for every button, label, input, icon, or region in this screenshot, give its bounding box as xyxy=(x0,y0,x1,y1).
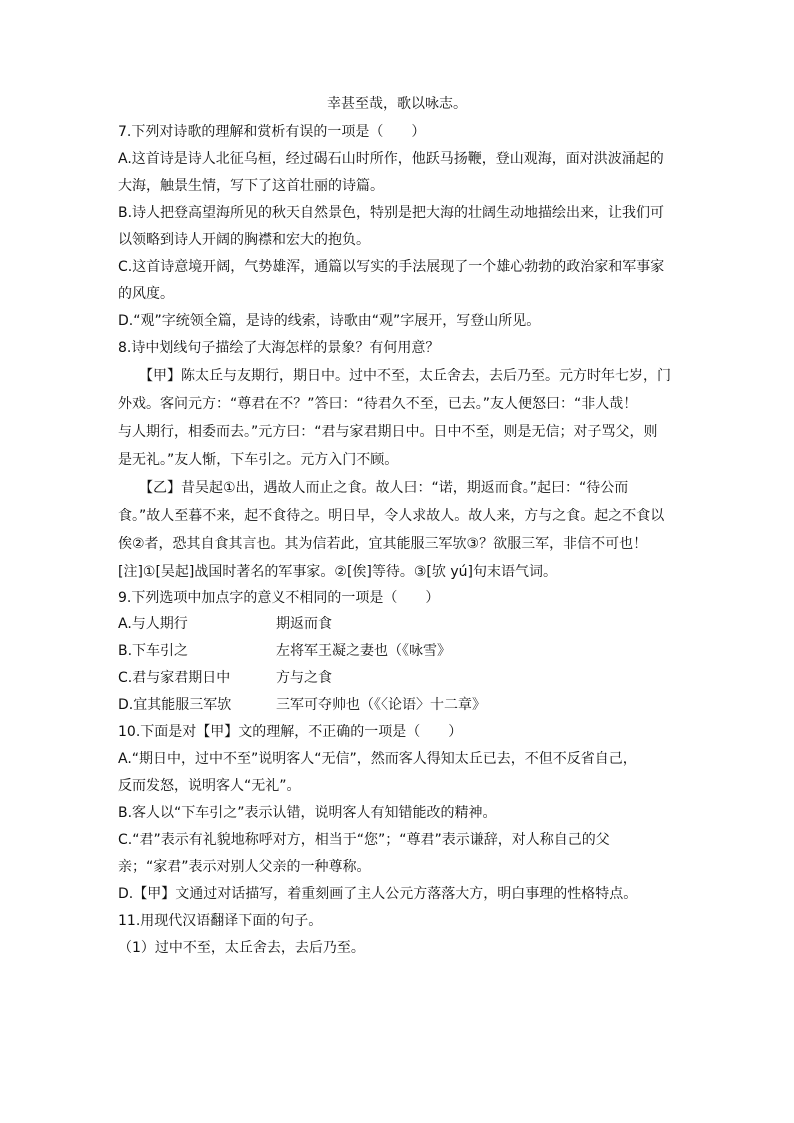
q10-option-a-line2: 反而发怒，说明客人“无礼”。 xyxy=(118,778,301,794)
question-11: 11.用现代汉语翻译下面的句子。 xyxy=(118,913,323,929)
annotation-note: [注]①[吴起]战国时著名的军事家。②[俟]等待。③[欤 yú]句末语气词。 xyxy=(118,564,557,580)
q7-option-a-line2: 大海，触景生情，写下了这首壮丽的诗篇。 xyxy=(118,178,384,194)
q9-option-d xyxy=(118,695,486,715)
option-right: 三军可夺帅也（《〈论语〉十二章》 xyxy=(276,697,486,713)
question-8: 8.诗中划线句子描绘了大海怎样的景象？有何用意？ xyxy=(118,340,440,356)
option-left: A.与人期行 xyxy=(118,616,188,632)
q7-option-b-line1: B.诗人把登高望海所见的秋天自然景色，特别是把大海的壮阔生动地描绘出来，让我们可 xyxy=(118,205,665,221)
option-right: 左将军王凝之妻也（《咏雪》 xyxy=(276,643,451,659)
q10-option-d: D.【甲】文通过对话描写，着重刻画了主人公元方落落大方，明白事理的性格特点。 xyxy=(118,886,638,902)
q7-option-c-line1: C.这首诗意境开阔，气势雄浑，通篇以写实的手法展现了一个雄心勃勃的政治家和军事家 xyxy=(118,259,665,275)
passage-jia-line4: 是无礼。”友人惭，下车引之。元方入门不顾。 xyxy=(118,452,399,468)
q10-option-a-line1: A.“期日中，过中不至”说明客人“无信”，然而客人得知太丘已去，不但不反省自己， xyxy=(118,751,637,767)
passage-jia-line1: 【甲】陈太丘与友期行，期日中。过中不至，太丘舍去，去后乃至。元方时年七岁，门 xyxy=(118,368,671,384)
q7-option-a-line1: A.这首诗是诗人北征乌桓，经过碣石山时所作，他跃马扬鞭，登山观海，面对洪波涌起的 xyxy=(118,151,664,167)
option-right: 期返而食 xyxy=(276,616,332,632)
question-7: 7.下列对诗歌的理解和赏析有误的一项是（ ） xyxy=(118,124,426,140)
poem-last-line: 幸甚至哉，歌以咏志。 xyxy=(327,96,467,112)
passage-yi-line3: 俟②者，恐其自食其言也。其为信若此，宜其能服三军欤③？欲服三军，非信不可也！ xyxy=(118,536,648,552)
question-9: 9.下列选项中加点字的意义不相同的一项是（ ） xyxy=(118,590,440,606)
passage-jia-line3: 与人期行，相委而去。”元方曰：“君与家君期日中。日中不至，则是无信；对子骂父，则 xyxy=(118,424,658,440)
question-10: 10.下面是对【甲】文的理解，不正确的一项是（ ） xyxy=(118,724,463,740)
q9-option-c xyxy=(118,668,332,688)
q10-option-c-line2: 亲；“家君”表示对别人父亲的一种尊称。 xyxy=(118,859,371,875)
option-left: B.下车引之 xyxy=(118,643,189,659)
q9-option-b xyxy=(118,641,451,661)
passage-yi-line2: 食。”故人至暮不来，起不食待之。明日早，令人求故人。故人来，方与之食。起之不食以 xyxy=(118,508,665,524)
option-left: C.君与家君期日中 xyxy=(118,670,231,686)
q7-option-c-line2: 的风度。 xyxy=(118,286,174,302)
option-left: D.宜其能服三军欤 xyxy=(118,697,232,713)
q7-option-b-line2: 以领略到诗人开阔的胸襟和宏大的抱负。 xyxy=(118,232,370,248)
q9-option-a xyxy=(118,614,332,634)
passage-yi-line1: 【乙】昔吴起①出，遇故人而止之食。故人曰：“诺，期返而食。”起曰：“待公而 xyxy=(118,480,629,496)
q11-sentence-1: （1）过中不至，太丘舍去，去后乃至。 xyxy=(118,940,365,956)
passage-jia-line2: 外戏。客问元方：“尊君在不？”答曰：“待君久不至，已去。”友人便怒曰：“非人哉！ xyxy=(118,396,638,412)
q10-option-b: B.客人以“下车引之”表示认错，说明客人有知错能改的精神。 xyxy=(118,805,497,821)
q7-option-d: D.“观”字统领全篇，是诗的线索，诗歌由“观”字展开，写登山所见。 xyxy=(118,313,541,329)
q10-option-c-line1: C.“君”表示有礼貌地称呼对方，相当于“您”；“尊君”表示谦辞，对人称自己的父 xyxy=(118,832,610,848)
option-right: 方与之食 xyxy=(276,670,332,686)
